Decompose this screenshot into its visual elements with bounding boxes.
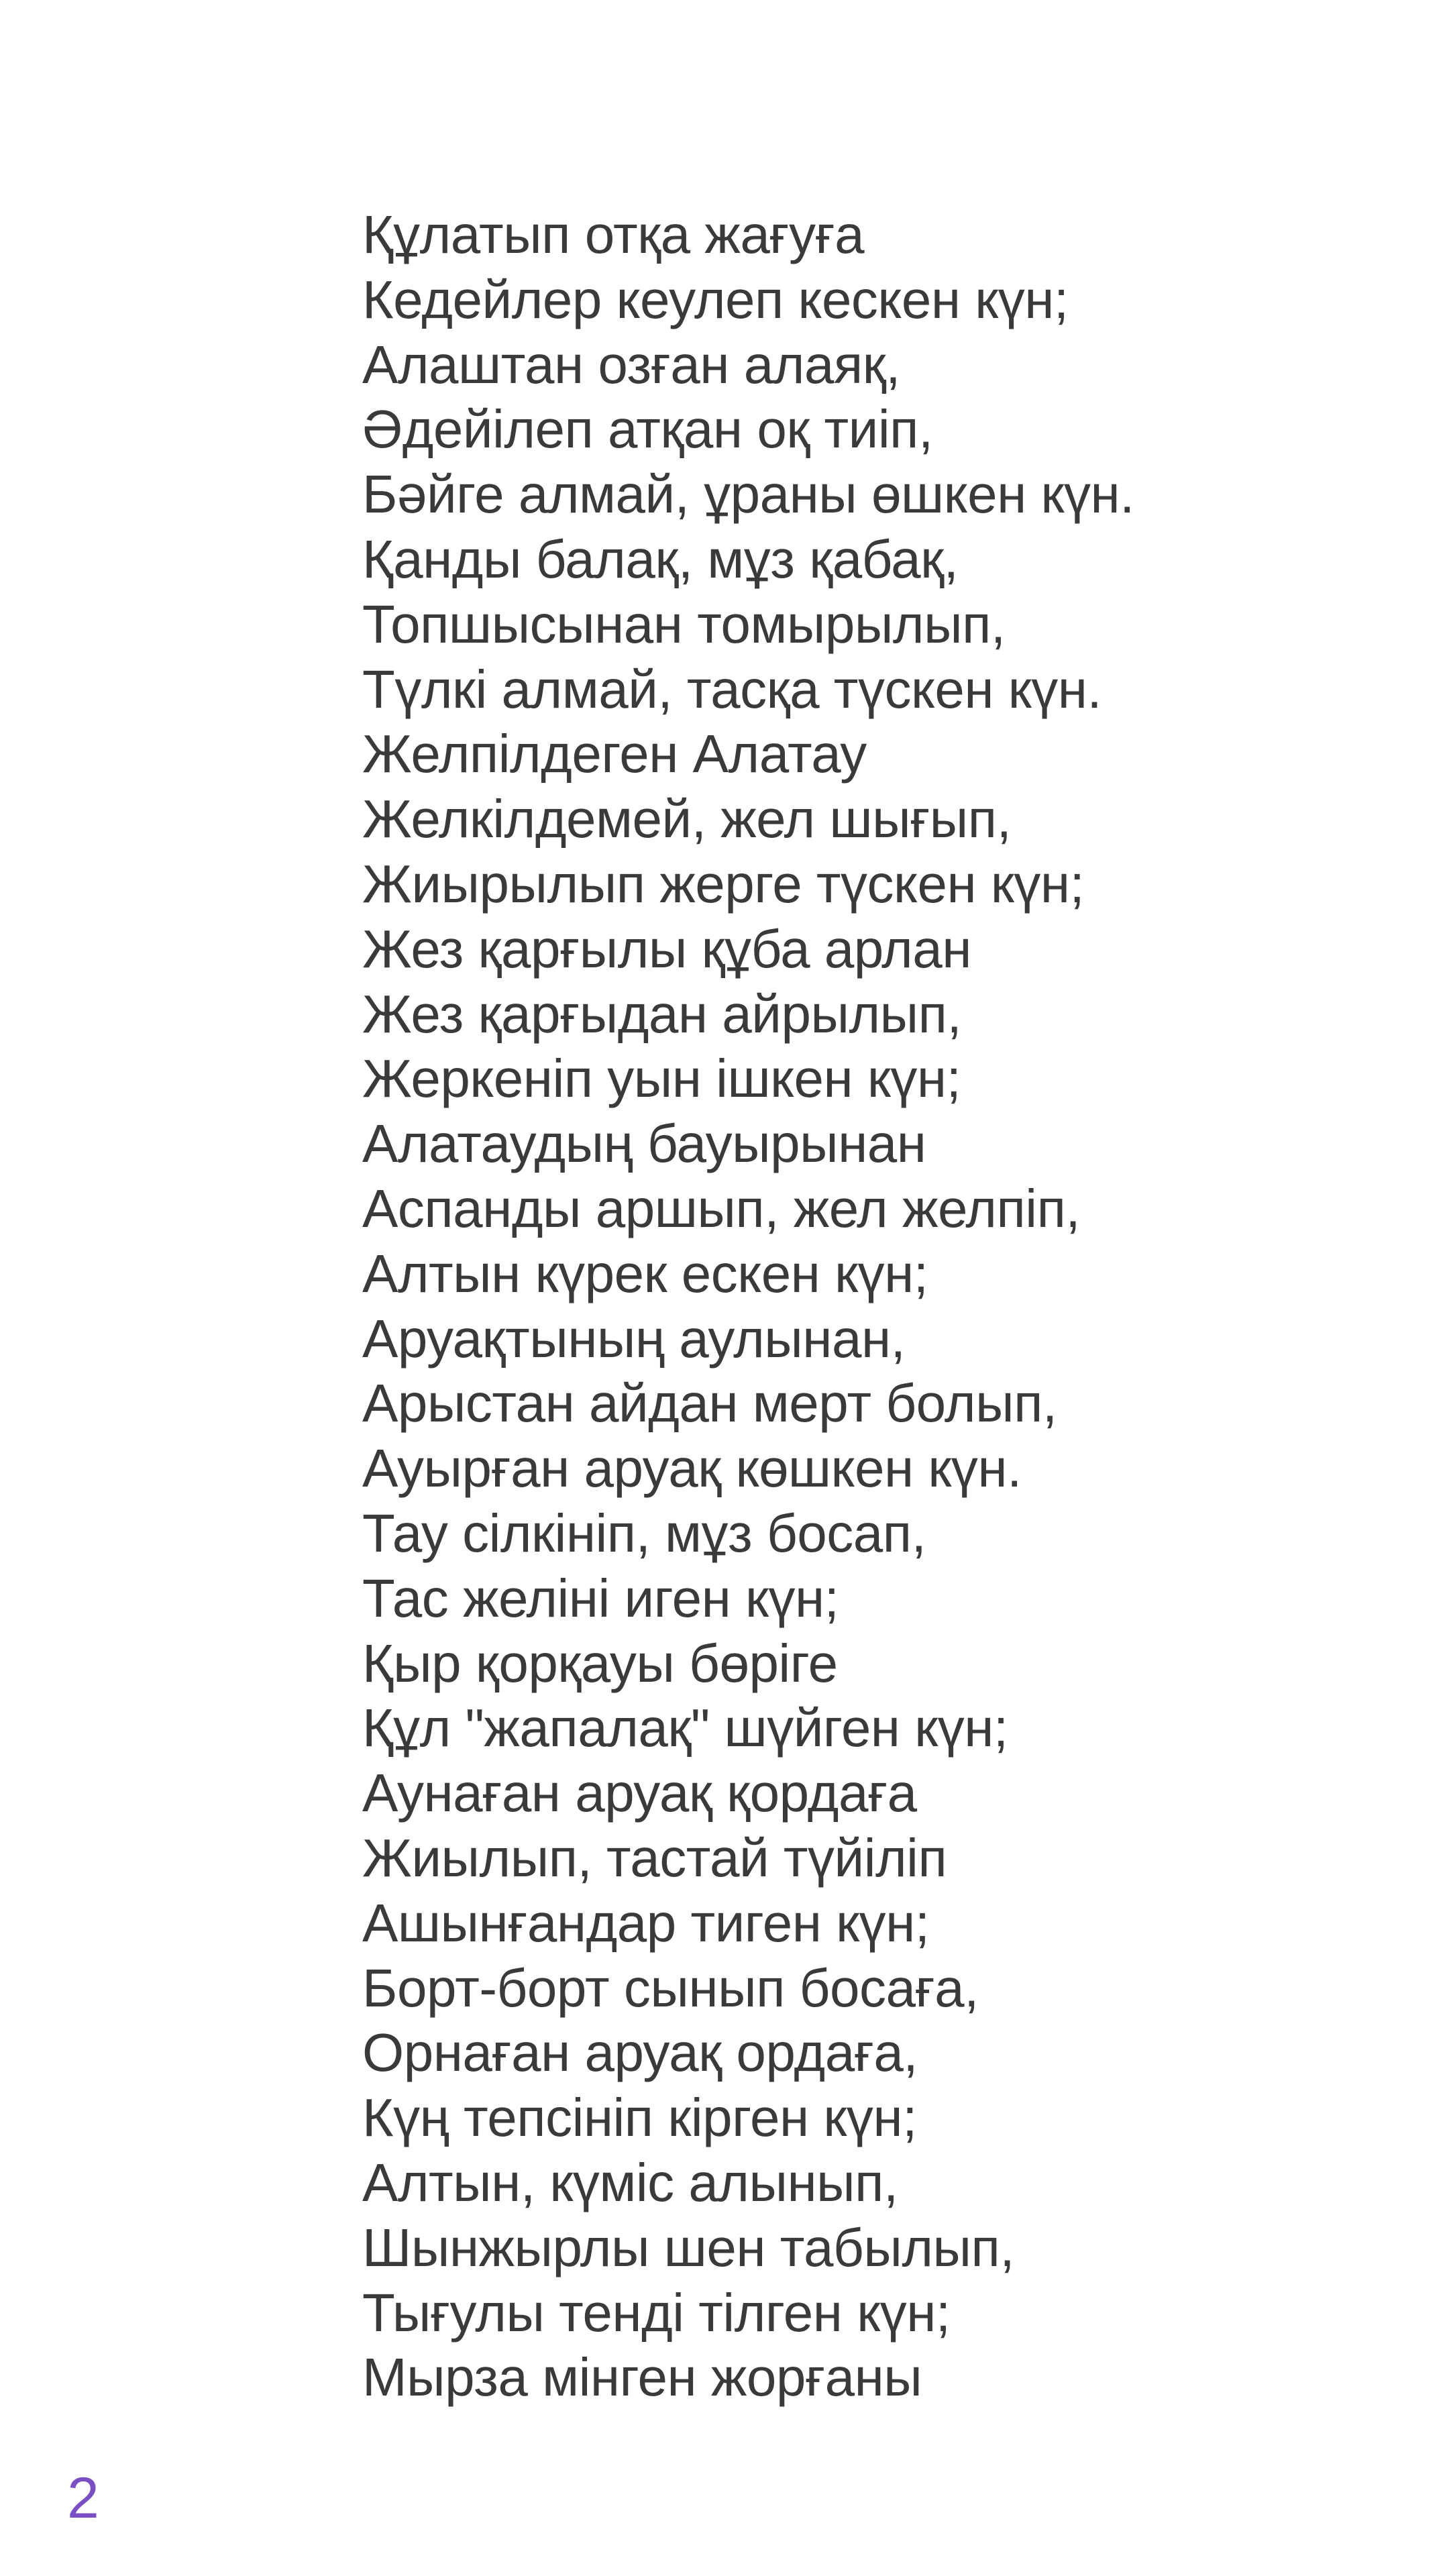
poem-text [362,203,1368,2410]
poem-line: Орнаған аруақ ордаға, [362,2023,918,2083]
poem-line: Жиырылып жерге түскен күн; [362,853,1085,914]
poem-line: Жеркеніп уын ішкен күн; [362,1049,961,1109]
poem-line: Аунаған аруақ қордаға [362,1763,917,1823]
poem-line: Кедейлер кеулеп кескен күн; [362,269,1069,329]
poem-line: Шынжырлы шен табылып, [362,2217,1015,2277]
poem-line: Құлатып отқа жағуға [362,205,865,264]
poem-line: Жез қарғыдан айрылып, [362,983,962,1044]
poem-line: Әдейілеп атқан оқ тиіп, [362,399,933,460]
poem-line: Күң тепсініп кірген күн; [362,2088,917,2148]
poem-line: Арыстан айдан мерт болып, [362,1373,1057,1434]
poem-line: Қанды балақ, мұз қабақ, [362,529,959,589]
poem-line: Алтын, күміс алынып, [362,2152,898,2212]
poem-line: Ашынғандар тиген күн; [362,1892,930,1953]
poem-line: Желпілдеген Алатау [362,724,867,784]
poem-line: Түлкі алмай, тасқа түскен күн. [362,659,1102,719]
poem-line: Алатаудың бауырынан [362,1114,926,1174]
poem-line: Тау сілкініп, мұз босап, [362,1503,926,1563]
poem-line: Жиылып, тастай түйіліп [362,1827,947,1888]
poem-line: Тығулы тенді тілген күн; [362,2282,951,2343]
poem-line: Тас желіні иген күн; [362,1568,839,1628]
poem-line: Бәйге алмай, ұраны өшкен күн. [362,464,1134,525]
poem-line: Жез қарғылы құба арлан [362,918,971,979]
poem-line: Алаштан озған алаяқ, [362,334,900,394]
poem-line: Аруақтының аулынан, [362,1308,906,1368]
page-number: 2 [67,2466,99,2530]
poem-line: Алтын күрек ескен күн; [362,1243,928,1303]
poem-line: Ауырған аруақ көшкен күн. [362,1438,1022,1499]
poem-line: Мырза мінген жорғаны [362,2347,922,2408]
poem-line: Топшысынан томырылып, [362,594,1006,654]
poem-line: Борт-борт сынып босаға, [362,1957,979,2018]
poem-line: Желкілдемей, жел шығып, [362,789,1012,849]
poem-line: Құл "жапалақ" шүйген күн; [362,1698,1008,1758]
poem-line: Аспанды аршып, жел желпіп, [362,1178,1081,1238]
poem-line: Қыр қорқауы бөріге [362,1633,838,1693]
